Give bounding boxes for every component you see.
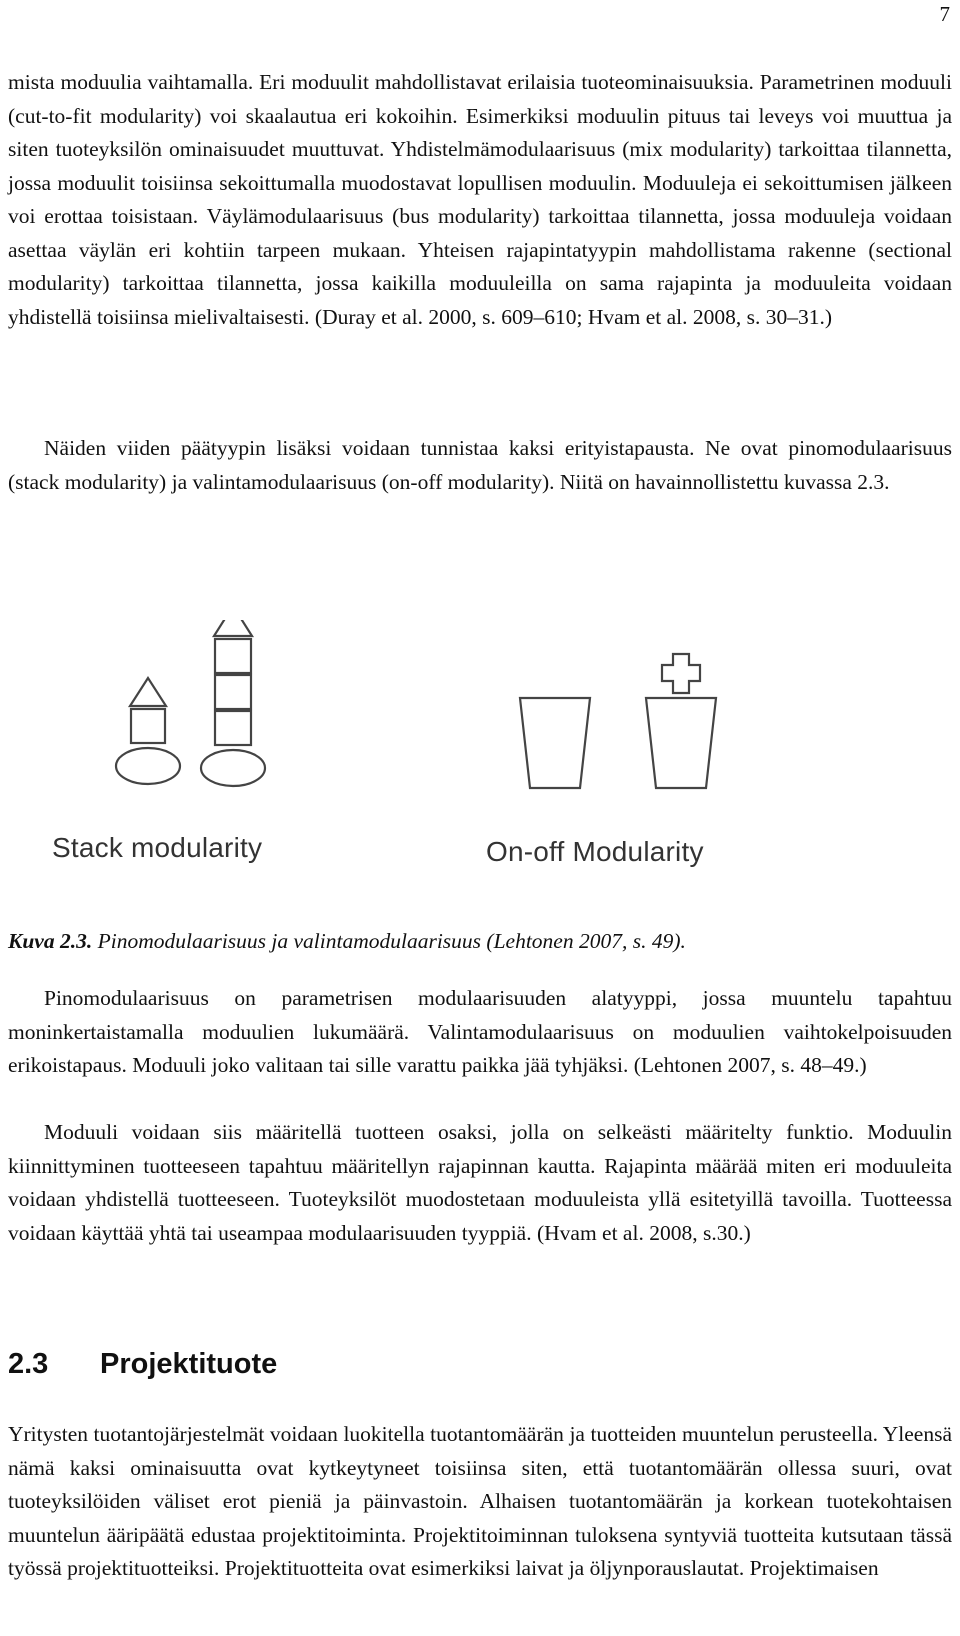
paragraph-module-definition: Moduuli voidaan siis määritellä tuotteen osaksi, jolla on selkeästi määritelty funktio. Moduulin kiinnittyminen tuotteeseen tapahtuu määritellyn rajapinnan kautta. Rajapinta määrää miten eri moduuleita voidaan yhdistellä tuotteeseen. Tuoteyksilöt muodostetaan moduuleista yllä esitetyillä tavoilla. Tuotteessa voidaan käyttää yhtä tai useampaa modulaarisuuden tyyppiä. (Hvam et al. 2008, s.30.) xyxy=(8,1120,952,1245)
page-number: 7 xyxy=(939,2,950,26)
stack-tall-base xyxy=(201,750,265,786)
stack-short-base xyxy=(116,748,180,784)
figure-caption-text: Pinomodulaarisuus ja valintamodulaarisuus (Lehtonen 2007, s. 49). xyxy=(97,929,686,953)
figure-caption xyxy=(8,926,952,956)
onoff-cross-module xyxy=(662,654,700,693)
paragraph-special-cases: Näiden viiden päätyypin lisäksi voidaan tunnistaa kaksi erityistapausta. Ne ovat pinomodulaarisuus (stack modularity) ja valintamodulaarisuus (on-off modularity). Niitä on havainnollistettu kuvassa 2.3. xyxy=(8,436,952,494)
section-heading xyxy=(8,1348,277,1381)
stack-short-triangle xyxy=(130,678,166,706)
onoff-modularity-label: On-off Modularity xyxy=(486,836,704,867)
figure-stack-onoff-modularity xyxy=(0,620,960,890)
stack-tall-square-3 xyxy=(215,711,251,745)
stack-tall-square-2 xyxy=(215,675,251,709)
stack-modularity-label: Stack modularity xyxy=(52,832,263,863)
stack-tall-triangle xyxy=(214,620,252,636)
stack-tall-square-1 xyxy=(215,639,251,673)
paragraph-project-product: Yritysten tuotantojärjestelmät voidaan luokitella tuotantomäärän ja tuotteiden muuntelun perusteella. Yleensä nämä kaksi ominaisuutta ovat kytkeytyneet toisiinsa siten, että tuotantomäärän ollessa suuri, ovat tuoteyksilöiden väliset erot pieniä ja päinvastoin. Alhaisen tuotantomäärän ja korkean tuotekohtaisen muuntelun ääripäätä edustaa projektitoiminta. Projektitoiminnan tuloksena syntyviä tuotteita kutsutaan tässä työssä projektituotteiksi. Projektituotteita ovat esimerkiksi laivat ja öljynporauslautat. Projektimaisen xyxy=(8,1422,952,1580)
figure-caption-label: Kuva 2.3. xyxy=(8,929,93,953)
paragraph-stack-onoff: Pinomodulaarisuus on parametrisen modulaarisuuden alatyyppi, jossa muuntelu tapahtuu moninkertaistamalla moduulien lukumäärä. Valintamodulaarisuus on moduulien vaihtokelpoisuuden erikoistapaus. Moduuli joko valitaan tai sille varattu paikka jää tyhjäksi. (Lehtonen 2007, s. 48–49.) xyxy=(8,986,952,1077)
stack-short-square xyxy=(131,709,165,743)
section-title: Projektituote xyxy=(100,1348,278,1380)
onoff-filled-pot xyxy=(646,698,716,788)
section-number: 2.3 xyxy=(8,1348,49,1380)
paragraph-modularity-types: mista moduulia vaihtamalla. Eri moduulit mahdollistavat erilaisia tuoteominaisuuksia. Parametrinen moduuli (cut-to-fit modularity) voi skaalautua eri kokoihin. Esimerkiksi moduulin pituus tai leveys voi muuttua ja siten tuoteyksilön ominaisuudet muuttuvat. Yhdistelmämodulaarisuus (mix modularity) tarkoittaa tilannetta, jossa moduulit toisiinsa sekoittumalla muodostavat lopullisen moduulin. Moduuleja ei sekoittumisen jälkeen voi erottaa toisistaan. Väylämodulaarisuus (bus modularity) tarkoittaa tilannetta, jossa moduuleja voidaan asettaa väylän eri kohtiin tarpeen mukaan. Yhteisen rajapintatyypin mahdollistama rakenne (sectional modularity) tarkoittaa tilannetta, jossa kaikilla moduuleilla on sama rajapinta ja moduuleita voidaan yhdistellä toisiinsa mielivaltaisesti. (Duray et al. 2000, s. 609–610; Hvam et al. 2008, s. 30–31.) xyxy=(8,70,952,329)
onoff-empty-pot xyxy=(520,698,590,788)
